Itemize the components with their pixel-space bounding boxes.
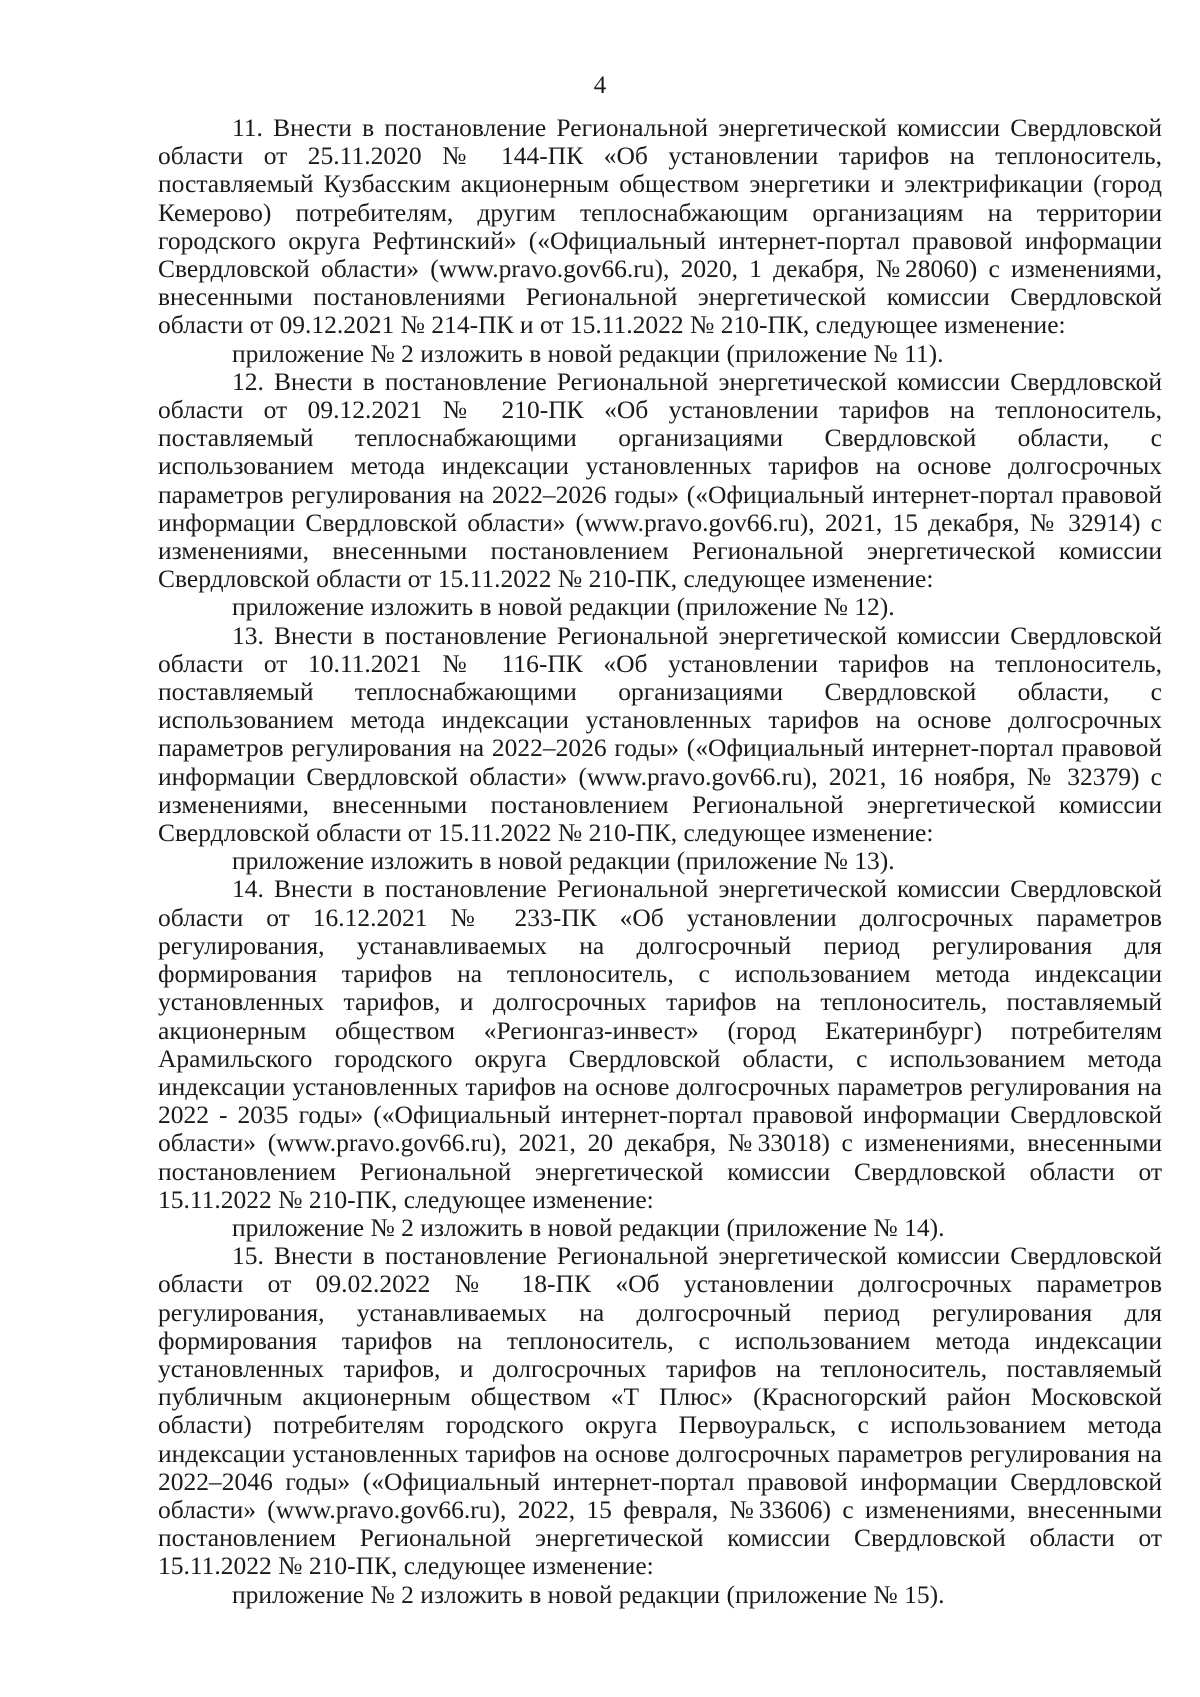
clause-15: 15. Внести в постановление Региональной энергетической комиссии Свердловской области от 09.02.2022 № 18-ПК «Об установлении долгосрочных параметров регулирования, устанавливаемых на долгосрочный период регулирования для формирования тарифов на теплоноситель, с использованием метода индексации установленных тарифов, и долгосрочных тарифов на теплоноситель, поставляемый публичным акционерным обществом «Т Плюс» (Красногорский район Московской области) потребителям городского округа Первоуральск, с использованием метода индексации установленных тарифов на основе долгосрочных параметров регулирования на 2022–2046 годы» («Официальный интернет-портал правовой информации Свердловской области» (www.pravo.gov66.ru), 2022, 15 февраля, №33606) с изменениями, внесенными постановлением Региональной энергетической комиссии Свердловской области от 15.11.2022 № 210-ПК, следующее изменение: <box>158 1241 1162 1581</box>
page-number: 4 <box>593 72 607 99</box>
annex-instruction-11: приложение № 2 изложить в новой редакции (приложение № 11). <box>232 338 944 368</box>
clause-11: 11. Внести в постановление Региональной энергетической комиссии Свердловской области от 25.11.2020 № 144-ПК «Об установлении тарифов на теплоноситель, поставляемый Кузбасским акционерным обществом энергетики и электрификации (город Кемерово) потребителям, другим теплоснабжающим организациям на территории городского округа Рефтинский» («Официальный интернет-портал правовой информации Свердловской области» (www.pravo.gov66.ru), 2020, 1 декабря, №28060) с изменениями, внесенными постановлениями Региональной энергетической комиссии Свердловской области от 09.12.2021 № 214-ПК и от 15.11.2022 № 210-ПК, следующее изменение: <box>158 113 1162 340</box>
document-body <box>158 114 1162 1609</box>
annex-instruction-13: приложение изложить в новой редакции (приложение № 13). <box>232 846 895 876</box>
clause-13: 13. Внести в постановление Региональной энергетической комиссии Свердловской области от 10.11.2021 № 116-ПК «Об установлении тарифов на теплоноситель, поставляемый теплоснабжающими организациями Свердловской области, с использованием метода индексации установленных тарифов на основе долгосрочных параметров регулирования на 2022–2026 годы» («Официальный интернет-портал правовой информации Свердловской области» (www.pravo.gov66.ru), 2021, 16 ноября, № 32379) с изменениями, внесенными постановлением Региональной энергетической комиссии Свердловской области от 15.11.2022 № 210-ПК, следующее изменение: <box>158 620 1162 848</box>
annex-instruction-12: приложение изложить в новой редакции (приложение № 12). <box>232 592 895 622</box>
clause-12: 12. Внести в постановление Региональной энергетической комиссии Свердловской области от 09.12.2021 № 210-ПК «Об установлении тарифов на теплоноситель, поставляемый теплоснабжающими организациями Свердловской области, с использованием метода индексации установленных тарифов на основе долгосрочных параметров регулирования на 2022–2026 годы» («Официальный интернет-портал правовой информации Свердловской области» (www.pravo.gov66.ru), 2021, 15 декабря, № 32914) с изменениями, внесенными постановлением Региональной энергетической комиссии Свердловской области от 15.11.2022 № 210-ПК, следующее изменение: <box>158 366 1162 594</box>
annex-instruction-14: приложение № 2 изложить в новой редакции (приложение № 14). <box>232 1212 945 1242</box>
clause-14: 14. Внести в постановление Региональной энергетической комиссии Свердловской области от 16.12.2021 № 233-ПК «Об установлении долгосрочных параметров регулирования, устанавливаемых на долгосрочный период регулирования для формирования тарифов на теплоноситель, с использованием метода индексации установленных тарифов, и долгосрочных тарифов на теплоноситель, поставляемый акционерным обществом «Регионгаз-инвест» (город Екатеринбург) потребителям Арамильского городского округа Свердловской области, с использованием метода индексации установленных тарифов на основе долгосрочных параметров регулирования на 2022 - 2035 годы» («Официальный интернет-портал правовой информации Свердловской области» (www.pravo.gov66.ru), 2021, 20 декабря, №33018) с изменениями, внесенными постановлением Региональной энергетической комиссии Свердловской области от 15.11.2022 № 210-ПК, следующее изменение: <box>158 874 1162 1214</box>
annex-instruction-15: приложение № 2 изложить в новой редакции (приложение № 15). <box>232 1579 945 1609</box>
